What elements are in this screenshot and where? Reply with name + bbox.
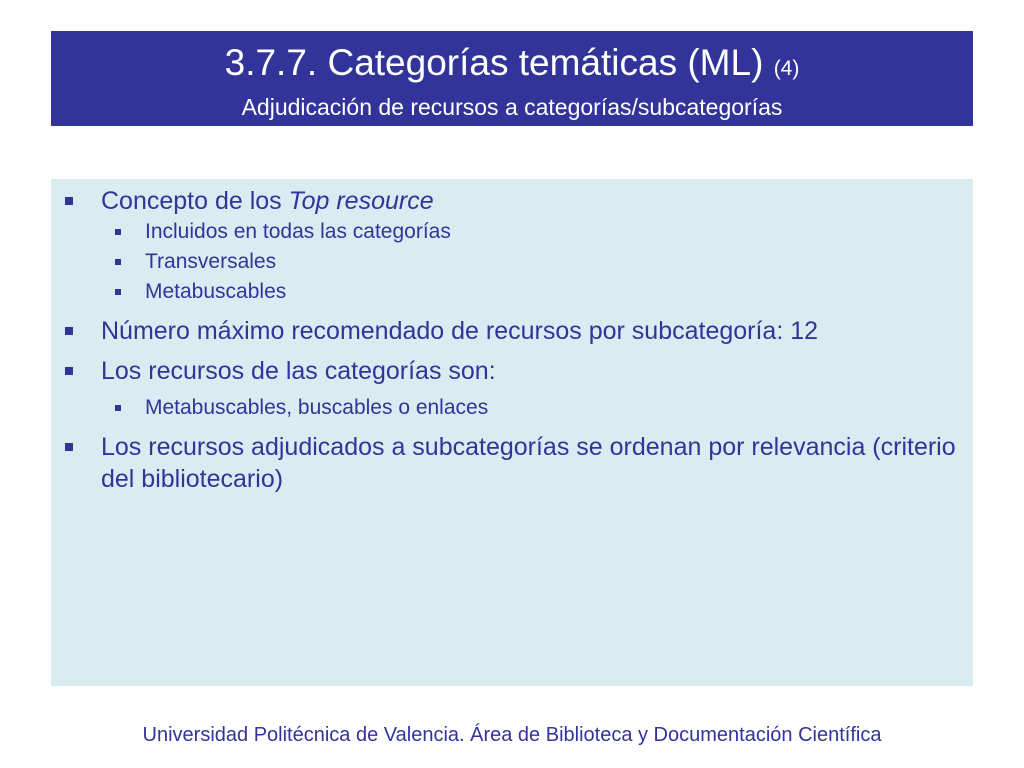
square-bullet-icon [65, 327, 73, 335]
square-bullet-icon [65, 443, 73, 451]
content-box [51, 179, 973, 686]
slide-footer: Universidad Politécnica de Valencia. Área de Biblioteca y Documentación Científica [142, 724, 882, 746]
sub-bullet [51, 247, 973, 277]
square-bullet-icon [65, 367, 73, 375]
bullet-text: Concepto de los [101, 187, 289, 215]
bullet-text: Los recursos adjudicados a subcategorías se ordenan por relevancia (criterio del bibliotecario) [101, 433, 956, 493]
slide-title-number: (4) [773, 57, 800, 80]
square-bullet-icon [115, 259, 121, 265]
sub-bullet-text: Transversales [145, 250, 277, 273]
square-bullet-icon [115, 405, 121, 411]
bullet-category-resources [51, 355, 973, 387]
bullet-top-resource [51, 185, 973, 217]
sub-bullet-text: Metabuscables, buscables o enlaces [145, 396, 489, 419]
bullet-list [51, 185, 973, 495]
square-bullet-icon [115, 289, 121, 295]
bullet-max-resources [51, 315, 973, 347]
slide-subtitle: Adjudicación de recursos a categorías/subcategorías [241, 94, 783, 120]
bullet-ordering [51, 431, 973, 495]
sub-bullet [51, 217, 973, 247]
sub-bullet-text: Metabuscables [145, 280, 287, 303]
title-band [51, 31, 973, 126]
slide-title-text: 3.7.7. Categorías temáticas (ML) [224, 42, 764, 83]
sub-bullet [51, 277, 973, 307]
square-bullet-icon [65, 197, 73, 205]
bullet-emphasis: Top resource [288, 187, 434, 215]
bullet-text: Los recursos de las categorías son: [101, 357, 496, 385]
slide-title [51, 41, 973, 91]
sub-bullet-text: Incluidos en todas las categorías [145, 220, 451, 243]
sub-bullet [51, 393, 973, 423]
bullet-text: Número máximo recomendado de recursos por subcategoría: 12 [101, 317, 819, 345]
square-bullet-icon [115, 229, 121, 235]
